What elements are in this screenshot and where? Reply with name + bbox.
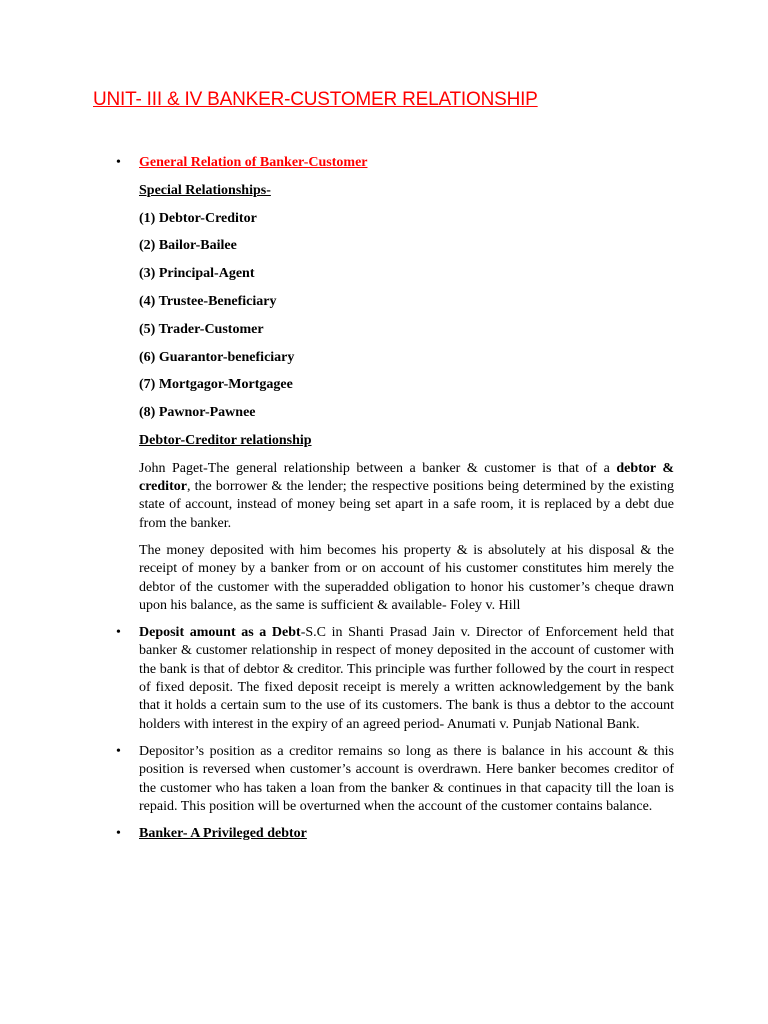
relationship-list <box>0 210 768 423</box>
relationship-item: (3) Principal-Agent <box>139 266 255 282</box>
depositor-position-text: Depositor’s position as a creditor remains so long as there is balance in his account & this position is reversed when customer’s account is overdrawn. Here banker becomes creditor of the customer who has taken a loan from the banker & continues in that capacity till the loan is repaid. This position will be overturned when the account of the customer contains balance. <box>139 743 674 814</box>
relationship-item: (2) Bailor-Bailee <box>139 238 237 254</box>
relationship-item: (5) Trader-Customer <box>139 321 264 337</box>
document-body <box>0 150 768 843</box>
section-heading-general-relation: General Relation of Banker-Customer <box>139 155 368 170</box>
list-item-general-relation <box>0 154 768 172</box>
bullet-icon: • <box>116 625 121 641</box>
relationship-item: (8) Pawnor-Pawnee <box>139 405 256 421</box>
subheading-debtor-creditor: Debtor-Creditor relationship <box>139 432 312 448</box>
list-item-deposit-debt <box>0 624 768 734</box>
subheading-special-relationships: Special Relationships- <box>139 182 271 198</box>
deposit-debt-lead: Deposit amount as a Debt <box>139 625 301 641</box>
section-heading-privileged-debtor: Banker- A Privileged debtor <box>139 826 307 842</box>
relationship-item: (7) Mortgagor-Mortgagee <box>139 377 293 393</box>
relationship-item: (6) Guarantor-beneficiary <box>139 349 295 365</box>
bullet-icon: • <box>116 743 121 759</box>
relationship-item: (4) Trustee-Beneficiary <box>139 293 277 309</box>
paragraph-john-paget: John Paget-The general relationship between a banker & customer is that of a debtor & creditor, the borrower & the lender; the respective positions being determined by the existing state of account, instead of money being set apart in a safe room, it is replaced by a debt due from the banker. <box>139 460 674 531</box>
relationship-item: (1) Debtor-Creditor <box>139 210 257 226</box>
bullet-icon: • <box>116 826 121 842</box>
paragraph-money-deposited: The money deposited with him becomes his property & is absolutely at his disposal & the receipt of money by a banker from or on account of his customer constitutes him merely the debtor of the customer with the superadded obligation to honor his customer’s cheque drawn upon his balance, as the same is sufficient & available- Foley v. Hill <box>139 542 674 613</box>
page-title: UNIT- III & IV BANKER-CUSTOMER RELATIONSHIP <box>93 89 538 110</box>
list-item-privileged-debtor <box>0 825 768 843</box>
bullet-icon: • <box>116 155 121 170</box>
list-item-depositor-position <box>0 743 768 816</box>
deposit-debt-text: -S.C in Shanti Prasad Jain v. Director of Enforcement held that banker & customer relationship in respect of money deposited in the account of customer with the bank is that of debtor & creditor. This principle was further followed by the court in respect of fixed deposit. The fixed deposit receipt is merely a written acknowledgement by the bank that it holds a certain sum to the use of its customers. The bank is thus a debtor to the account holders with interest in the expiry of an agreed period- Anumati v. Punjab National Bank. <box>139 625 674 732</box>
